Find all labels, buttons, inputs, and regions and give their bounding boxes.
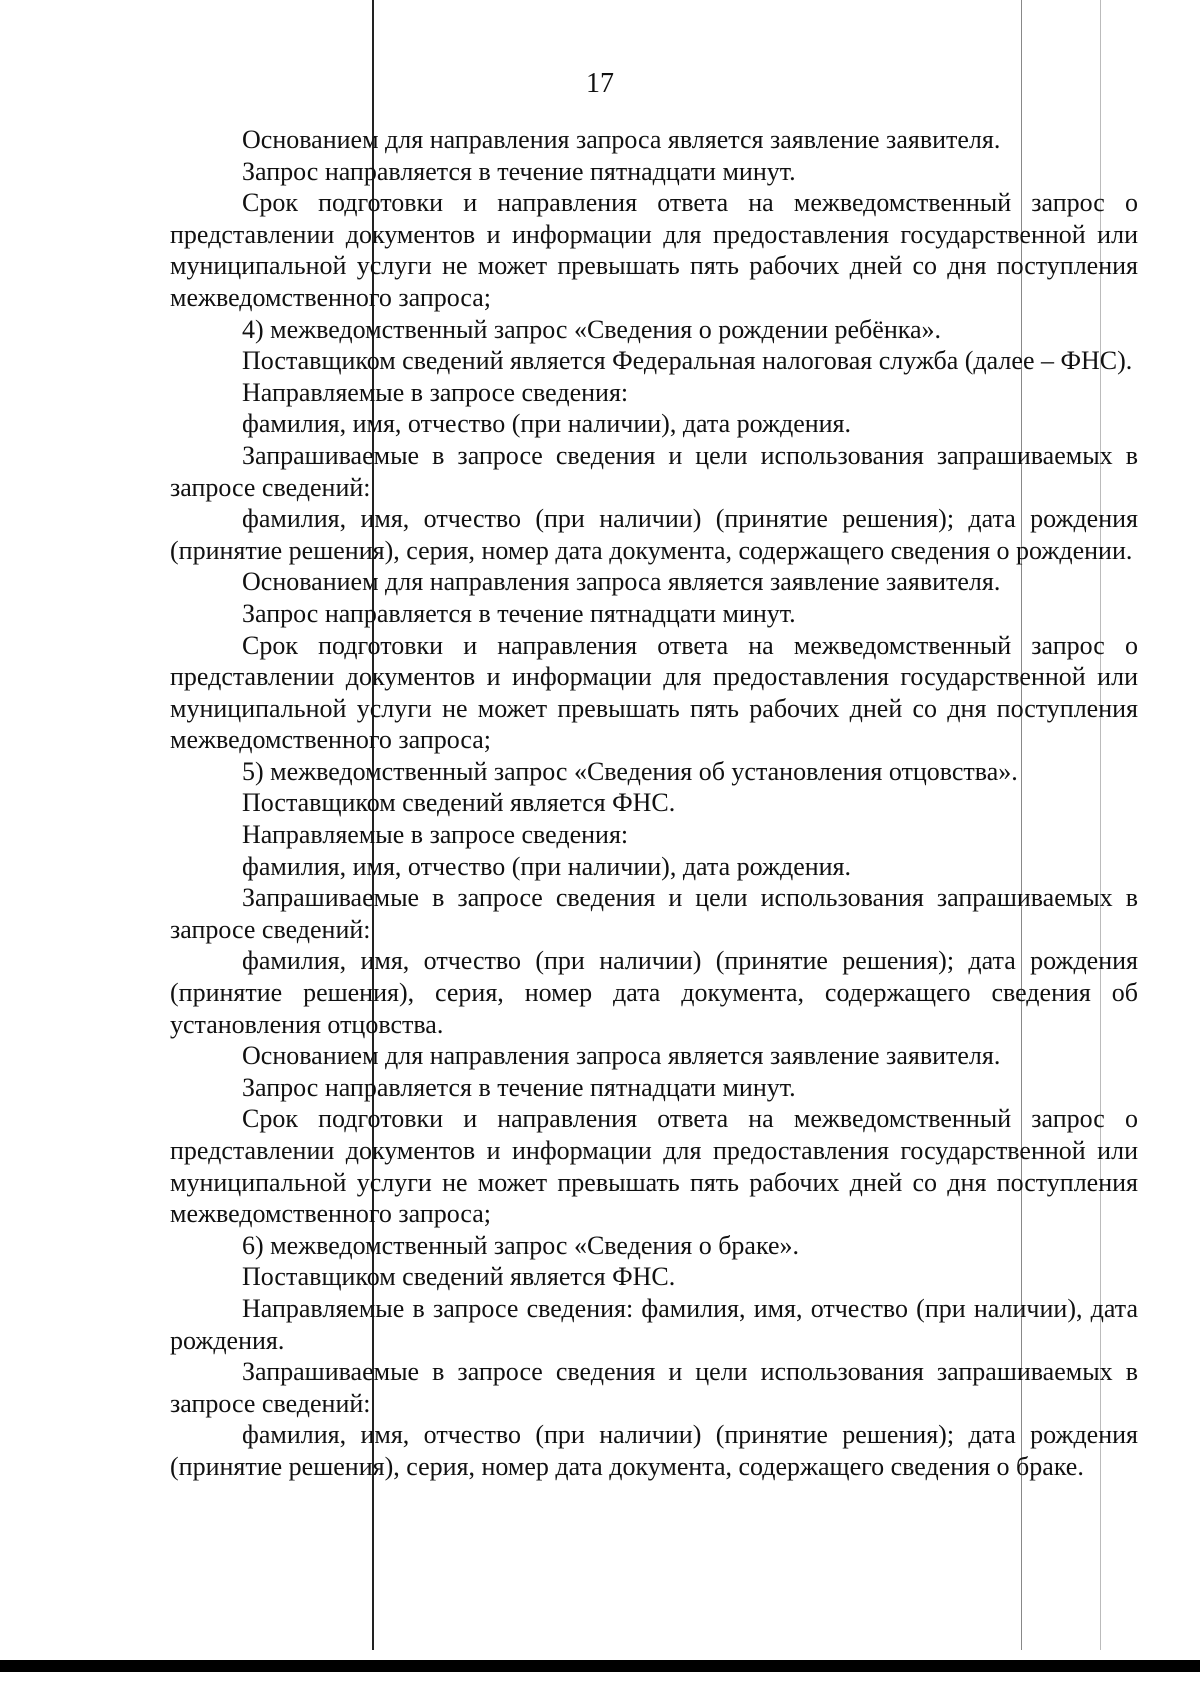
- paragraph: Основанием для направления запроса является заявление заявителя.: [242, 1041, 1001, 1071]
- paragraph: фамилия, имя, отчество (при наличии) (принятие решения); дата рождения (принятие решения), серия, номер дата документа, содержащего сведения о рождении.: [170, 504, 1138, 565]
- page-number: 17: [586, 68, 614, 99]
- paragraph: Направляемые в запросе сведения: фамилия, имя, отчество (при наличии), дата рождения.: [170, 1293, 1138, 1355]
- paragraph: Поставщиком сведений является ФНС.: [242, 1262, 676, 1292]
- list-item-heading: 5) межведомственный запрос «Сведения об установления отцовства».: [242, 756, 1018, 786]
- paragraph: фамилия, имя, отчество (при наличии) (принятие решения); дата рождения (принятие решения), серия, номер дата документа, содержащего сведения о браке.: [170, 1420, 1138, 1481]
- paragraph: Срок подготовки и направления ответа на межведомственный запрос о представлении документов и информации для предоставления государственной или муниципальной услуги не может превышать пять рабочих дней со дня поступления межведомственного запроса;: [170, 630, 1138, 755]
- paragraph: Поставщиком сведений является ФНС.: [242, 788, 676, 818]
- paragraph: Запрос направляется в течение пятнадцати минут.: [242, 156, 796, 186]
- paragraph: фамилия, имя, отчество (при наличии), дата рождения.: [242, 851, 852, 881]
- paragraph: Запрашиваемые в запросе сведения и цели использования запрашиваемых в запросе сведений:: [170, 1357, 1138, 1418]
- list-item-heading: 6) межведомственный запрос «Сведения о браке».: [242, 1230, 799, 1260]
- paragraph: Запрос направляется в течение пятнадцати минут.: [242, 598, 796, 628]
- paragraph: Срок подготовки и направления ответа на межведомственный запрос о представлении документов и информации для предоставления государственной или муниципальной услуги не может превышать пять рабочих дней со дня поступления межведомственного запроса;: [170, 188, 1138, 312]
- scan-bottom-bar: [0, 1660, 1200, 1672]
- paragraph: Запрашиваемые в запросе сведения и цели использования запрашиваемых в запросе сведений:: [170, 883, 1138, 944]
- paragraph: Направляемые в запросе сведения:: [242, 820, 629, 850]
- paragraph: фамилия, имя, отчество (при наличии) (принятие решения); дата рождения (принятие решения), серия, номер дата документа, содержащего сведения об установления отцовства.: [170, 946, 1138, 1039]
- paragraph: Срок подготовки и направления ответа на межведомственный запрос о представлении документов и информации для предоставления государственной или муниципальной услуги не может превышать пять рабочих дней со дня поступления межведомственного запроса;: [170, 1104, 1138, 1229]
- list-item-heading: 4) межведомственный запрос «Сведения о рождении ребёнка».: [242, 314, 942, 344]
- paragraph: Основанием для направления запроса является заявление заявителя.: [242, 125, 1001, 154]
- paragraph: Запрос направляется в течение пятнадцати минут.: [242, 1072, 796, 1102]
- document-body: [170, 124, 1138, 1483]
- paragraph: Запрашиваемые в запросе сведения и цели использования запрашиваемых в запросе сведений:: [170, 440, 1138, 502]
- paragraph: Основанием для направления запроса является заявление заявителя.: [242, 567, 1001, 597]
- paragraph: фамилия, имя, отчество (при наличии), дата рождения.: [242, 409, 852, 439]
- paragraph: Поставщиком сведений является Федеральная налоговая служба (далее – ФНС).: [242, 346, 1133, 376]
- paragraph: Направляемые в запросе сведения:: [242, 377, 629, 407]
